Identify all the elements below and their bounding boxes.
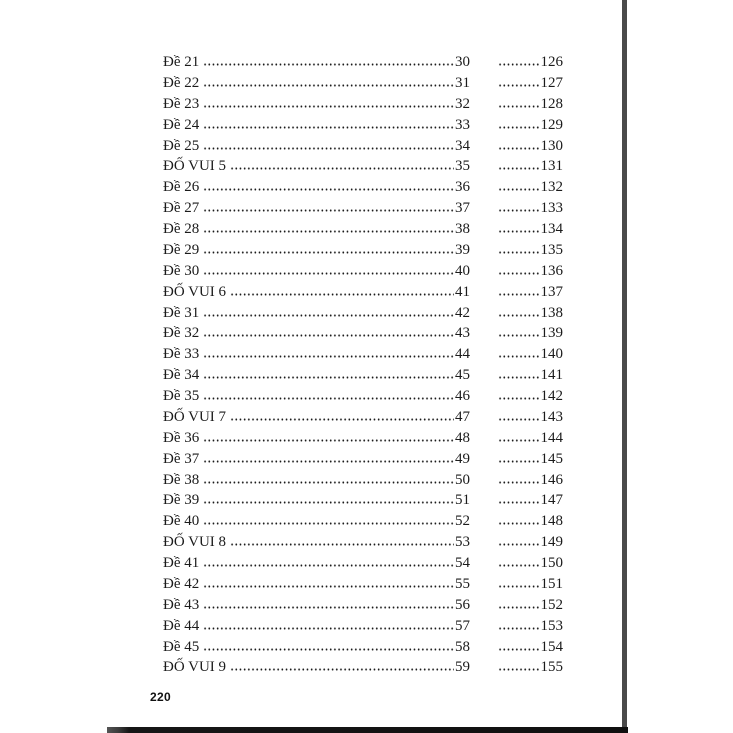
toc-entry-page: 56 (455, 596, 470, 613)
toc-entry-page: 54 (455, 555, 470, 571)
toc-entry-page: 43 (455, 325, 470, 342)
toc-row-secondary (498, 219, 563, 240)
toc-entry-page: 55 (455, 575, 470, 592)
toc-entry-page-secondary: 135 (540, 241, 563, 258)
toc-row-main (163, 616, 470, 637)
toc-row-main (163, 323, 470, 344)
toc-entry-page-secondary: 141 (540, 367, 563, 384)
toc-row-secondary (498, 303, 563, 324)
toc-row-main (163, 428, 470, 449)
toc-entry-page-secondary: 149 (540, 534, 563, 551)
toc-row (163, 532, 563, 553)
toc-entry-page-secondary: 154 (540, 638, 563, 655)
toc-row-secondary (498, 323, 563, 344)
toc-row-secondary (498, 428, 563, 449)
toc-entry-page-secondary: 145 (540, 450, 563, 467)
toc-row-main (163, 219, 470, 240)
toc-row (163, 637, 563, 658)
toc-entry-page: 49 (455, 450, 470, 467)
toc-row-main (163, 94, 470, 115)
toc-entry-page: 57 (455, 617, 470, 634)
toc-row-main (163, 386, 470, 407)
dot-leader (203, 334, 454, 337)
toc-row-secondary (498, 490, 563, 511)
toc-entry-label: Đề 41 (163, 555, 200, 571)
toc-entry-page-secondary: 129 (540, 116, 563, 133)
toc-row-secondary (498, 177, 563, 198)
dot-leader (203, 355, 454, 358)
dot-leader (498, 334, 540, 337)
toc-row-main (163, 595, 470, 616)
dot-leader (498, 84, 540, 87)
toc-entry-label: Đề 31 (163, 304, 200, 321)
toc-entry-label: Đề 25 (163, 137, 200, 154)
toc-row-main (163, 156, 470, 177)
toc-row-secondary (498, 553, 563, 574)
toc-entry-page: 37 (455, 200, 470, 217)
toc-row (163, 240, 563, 261)
toc-row-secondary (498, 365, 563, 386)
dot-leader (203, 209, 454, 212)
toc-entry-page-secondary: 152 (540, 596, 563, 613)
dot-leader (498, 188, 540, 191)
dot-leader (498, 293, 540, 296)
toc-row-secondary (498, 52, 563, 73)
toc-entry-label: ĐỐ VUI 7 (163, 408, 227, 425)
toc-row-secondary (498, 73, 563, 94)
toc-row-secondary (498, 156, 563, 177)
toc-row-main (163, 449, 470, 470)
toc-row-main (163, 637, 470, 658)
folio-page-number: 220 (150, 690, 171, 704)
dot-leader (498, 397, 540, 400)
toc-entry-label: Đề 35 (163, 388, 200, 404)
toc-row-secondary (498, 470, 563, 491)
dot-leader (498, 606, 540, 609)
toc-row (163, 470, 563, 491)
toc-row (163, 282, 563, 303)
toc-entry-label: Đề 38 (163, 471, 200, 488)
toc-entry-page-secondary: 140 (540, 346, 563, 363)
toc-row-secondary (498, 261, 563, 282)
toc-entry-page-secondary: 151 (540, 575, 563, 592)
page-bottom-edge-shadow (107, 727, 628, 733)
toc-entry-label: Đề 24 (163, 116, 200, 133)
dot-leader (498, 209, 540, 212)
dot-leader (203, 188, 454, 191)
toc-entry-page-secondary: 127 (540, 74, 563, 91)
toc-entry-page: 30 (455, 54, 470, 70)
toc-entry-label: ĐỐ VUI 8 (163, 534, 227, 551)
toc-entry-page-secondary: 155 (540, 659, 563, 676)
dot-leader (498, 460, 540, 463)
toc-row-main (163, 198, 470, 219)
toc-entry-page-secondary: 132 (540, 179, 563, 196)
toc-row-main (163, 344, 470, 365)
toc-entry-page: 51 (455, 492, 470, 509)
toc-entry-page: 44 (455, 346, 470, 363)
toc-entry-page-secondary: 142 (540, 388, 563, 404)
toc-row-secondary (498, 136, 563, 157)
toc-row-main (163, 52, 470, 73)
toc-entry-page-secondary: 144 (540, 429, 563, 446)
toc-entry-label: Đề 44 (163, 617, 200, 634)
toc-entry-page: 59 (455, 659, 470, 676)
dot-leader (498, 355, 540, 358)
toc-entry-page: 58 (455, 638, 470, 655)
toc-row-secondary (498, 115, 563, 136)
dot-leader (498, 668, 540, 671)
toc-entry-page-secondary: 153 (540, 617, 563, 634)
toc-row (163, 407, 563, 428)
toc-row-secondary (498, 616, 563, 637)
toc-row-secondary (498, 532, 563, 553)
dot-leader (498, 126, 540, 129)
toc-row-secondary (498, 657, 563, 678)
dot-leader (203, 439, 454, 442)
toc-row-main (163, 553, 470, 574)
dot-leader (230, 293, 454, 296)
toc-entry-page-secondary: 150 (540, 555, 563, 571)
toc-entry-page: 36 (455, 179, 470, 196)
toc-row (163, 323, 563, 344)
dot-leader (203, 147, 454, 150)
toc-row (163, 94, 563, 115)
toc-row-main (163, 177, 470, 198)
toc-row (163, 136, 563, 157)
dot-leader (498, 543, 540, 546)
toc-entry-page: 52 (455, 513, 470, 530)
toc-entry-page: 33 (455, 116, 470, 133)
toc-row (163, 449, 563, 470)
dot-leader (498, 314, 540, 317)
toc-row-main (163, 261, 470, 282)
dot-leader (498, 230, 540, 233)
toc-row (163, 616, 563, 637)
toc-entry-label: Đề 36 (163, 429, 200, 446)
toc-row (163, 198, 563, 219)
dot-leader (203, 272, 454, 275)
toc-entry-page: 40 (455, 262, 470, 279)
toc-entry-page-secondary: 126 (540, 54, 563, 70)
toc-row (163, 156, 563, 177)
dot-leader (498, 418, 540, 421)
toc-row-secondary (498, 511, 563, 532)
toc-entry-page-secondary: 137 (540, 283, 563, 300)
toc-row-main (163, 470, 470, 491)
toc-row-main (163, 240, 470, 261)
toc-row (163, 73, 563, 94)
toc-row-secondary (498, 240, 563, 261)
toc-row (163, 303, 563, 324)
toc-row-main (163, 657, 470, 678)
dot-leader (498, 501, 540, 504)
dot-leader (203, 648, 454, 651)
toc-entry-page-secondary: 146 (540, 471, 563, 488)
toc-entry-page: 53 (455, 534, 470, 551)
toc-row-secondary (498, 386, 563, 407)
toc-entry-label: Đề 32 (163, 325, 200, 342)
dot-leader (203, 585, 454, 588)
toc-entry-page-secondary: 133 (540, 200, 563, 217)
toc-entry-label: Đề 26 (163, 179, 200, 196)
toc-row-main (163, 490, 470, 511)
toc-row (163, 177, 563, 198)
dot-leader (498, 522, 540, 525)
toc-row-secondary (498, 94, 563, 115)
dot-leader (498, 585, 540, 588)
dot-leader (203, 481, 454, 484)
dot-leader (230, 543, 454, 546)
dot-leader (203, 627, 454, 630)
toc-entry-label: ĐỐ VUI 6 (163, 283, 227, 300)
dot-leader (498, 272, 540, 275)
toc-row (163, 657, 563, 678)
toc-row-main (163, 303, 470, 324)
toc-entry-label: Đề 43 (163, 596, 200, 613)
toc-entry-page: 34 (455, 137, 470, 154)
toc-row-main (163, 532, 470, 553)
dot-leader (498, 251, 540, 254)
dot-leader (203, 126, 454, 129)
page-right-edge-shadow (622, 0, 627, 733)
toc-row (163, 511, 563, 532)
toc-row-secondary (498, 282, 563, 303)
toc-entry-label: ĐỐ VUI 9 (163, 659, 227, 676)
dot-leader (498, 147, 540, 150)
toc-row (163, 574, 563, 595)
toc-entry-label: Đề 40 (163, 513, 200, 530)
dot-leader (230, 668, 454, 671)
toc-row-secondary (498, 574, 563, 595)
toc-list (163, 52, 563, 678)
dot-leader (230, 418, 454, 421)
dot-leader (203, 251, 454, 254)
dot-leader (498, 648, 540, 651)
dot-leader (203, 397, 454, 400)
toc-entry-label: Đề 29 (163, 241, 200, 258)
dot-leader (203, 230, 454, 233)
toc-row-main (163, 115, 470, 136)
dot-leader (498, 167, 540, 170)
toc-row (163, 595, 563, 616)
toc-entry-page: 41 (455, 283, 470, 300)
toc-row-main (163, 73, 470, 94)
dot-leader (498, 63, 540, 66)
dot-leader (203, 564, 454, 567)
toc-entry-page-secondary: 138 (540, 304, 563, 321)
toc-row-secondary (498, 449, 563, 470)
toc-entry-page: 47 (455, 408, 470, 425)
toc-entry-page-secondary: 134 (540, 221, 563, 237)
dot-leader (498, 481, 540, 484)
toc-entry-page: 50 (455, 471, 470, 488)
toc-entry-page: 48 (455, 429, 470, 446)
dot-leader (203, 63, 454, 66)
dot-leader (203, 105, 454, 108)
toc-row (163, 490, 563, 511)
toc-entry-label: Đề 37 (163, 450, 200, 467)
dot-leader (498, 627, 540, 630)
toc-entry-page-secondary: 136 (540, 262, 563, 279)
toc-row-secondary (498, 344, 563, 365)
toc-entry-page: 32 (455, 95, 470, 112)
toc-row (163, 344, 563, 365)
dot-leader (203, 501, 454, 504)
toc-row-secondary (498, 637, 563, 658)
toc-entry-page-secondary: 130 (540, 137, 563, 154)
toc-entry-label: Đề 23 (163, 95, 200, 112)
toc-entry-page: 35 (455, 158, 470, 175)
toc-row (163, 52, 563, 73)
toc-entry-page-secondary: 147 (540, 492, 563, 509)
toc-entry-page: 38 (455, 221, 470, 237)
toc-entry-page-secondary: 131 (540, 158, 563, 175)
toc-entry-label: ĐỐ VUI 5 (163, 158, 227, 175)
toc-entry-label: Đề 34 (163, 367, 200, 384)
toc-row-secondary (498, 407, 563, 428)
dot-leader (498, 564, 540, 567)
toc-row (163, 261, 563, 282)
toc-entry-label: Đề 42 (163, 575, 200, 592)
dot-leader (203, 376, 454, 379)
toc-row (163, 365, 563, 386)
toc-row-main (163, 574, 470, 595)
toc-entry-label: Đề 45 (163, 638, 200, 655)
toc-row-main (163, 407, 470, 428)
toc-row (163, 115, 563, 136)
toc-entry-label: Đề 33 (163, 346, 200, 363)
toc-entry-label: Đề 39 (163, 492, 200, 509)
toc-entry-label: Đề 27 (163, 200, 200, 217)
toc-entry-page-secondary: 148 (540, 513, 563, 530)
toc-row (163, 219, 563, 240)
toc-entry-page: 39 (455, 241, 470, 258)
toc-row-main (163, 136, 470, 157)
toc-entry-page-secondary: 139 (540, 325, 563, 342)
dot-leader (203, 314, 454, 317)
dot-leader (203, 84, 454, 87)
toc-row-main (163, 282, 470, 303)
toc-row-secondary (498, 595, 563, 616)
toc-row (163, 428, 563, 449)
dot-leader (230, 167, 454, 170)
dot-leader (203, 606, 454, 609)
toc-entry-page: 46 (455, 388, 470, 404)
dot-leader (498, 439, 540, 442)
dot-leader (498, 105, 540, 108)
toc-entry-page: 42 (455, 304, 470, 321)
toc-entry-page: 31 (455, 74, 470, 91)
toc-entry-page: 45 (455, 367, 470, 384)
toc-row-main (163, 511, 470, 532)
dot-leader (203, 460, 454, 463)
toc-entry-label: Đề 30 (163, 262, 200, 279)
toc-entry-page-secondary: 128 (540, 95, 563, 112)
toc-row (163, 553, 563, 574)
dot-leader (203, 522, 454, 525)
toc-row (163, 386, 563, 407)
toc-row-secondary (498, 198, 563, 219)
toc-entry-label: Đề 22 (163, 74, 200, 91)
toc-entry-label: Đề 21 (163, 54, 200, 70)
toc-entry-label: Đề 28 (163, 221, 200, 237)
toc-row-main (163, 365, 470, 386)
toc-entry-page-secondary: 143 (540, 408, 563, 425)
dot-leader (498, 376, 540, 379)
